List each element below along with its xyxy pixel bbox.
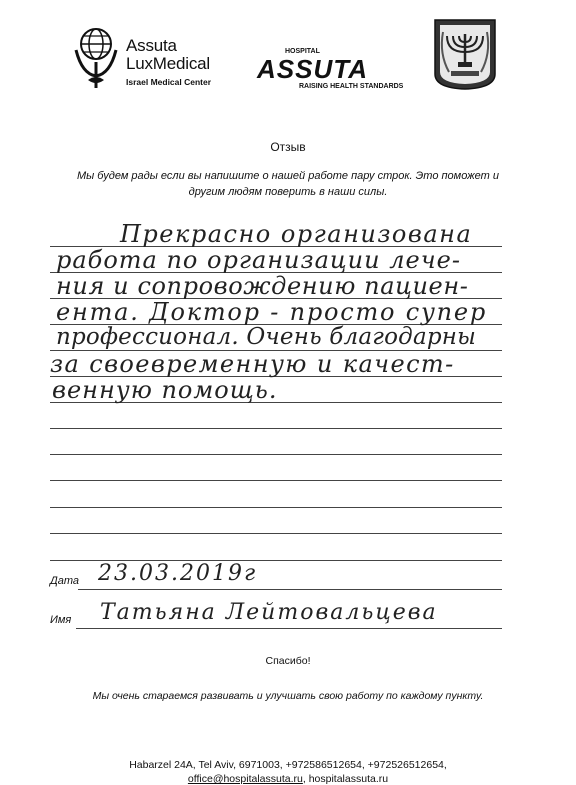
- page-title: Отзыв: [270, 140, 306, 154]
- handwritten-line: работа по организации лече-: [56, 246, 461, 274]
- logo-text-subtitle: Israel Medical Center: [126, 77, 212, 87]
- ruled-line: [50, 533, 502, 534]
- logo-brand-text: ASSUTA: [257, 54, 368, 84]
- date-label: Дата: [50, 575, 80, 587]
- address-text: Habarzel 24A, Tel Aviv, 6971003, +972586512654, +972526512654,: [129, 759, 447, 771]
- handwritten-line: венную помощь.: [52, 376, 278, 404]
- state-emblem: [433, 18, 497, 90]
- logo-text-luxmedical: LuxMedical: [126, 54, 210, 73]
- thanks-text: Спасибо!: [265, 655, 311, 667]
- intro-text: Мы будем рады если вы напишите о нашей работе пару строк. Это поможет и другим людям поверить в наши силы.: [76, 170, 499, 198]
- name-label: Имя: [50, 614, 72, 626]
- handwritten-line: ента. Доктор - просто супер: [56, 298, 488, 326]
- contacts-line: [0, 773, 576, 785]
- contacts-separator: ,: [302, 773, 309, 785]
- ruled-line: [50, 480, 502, 481]
- handwritten-line: Прекрасно организована: [120, 220, 473, 248]
- website-link[interactable]: hospitalassuta.ru: [308, 773, 389, 785]
- menorah-emblem-icon: [433, 18, 497, 90]
- globe-caduceus-icon: [68, 22, 124, 90]
- assuta-luxmedical-logo: [68, 22, 243, 92]
- logo-text-assuta: Assuta: [126, 36, 177, 55]
- ruled-line: [50, 507, 502, 508]
- name-field-line: [76, 628, 502, 629]
- logo-tagline-text: RAISING HEALTH STANDARDS: [299, 83, 404, 90]
- handwritten-line: за своевременную и качест-: [50, 350, 455, 378]
- date-handwritten-value: 23.03.2019г: [98, 561, 258, 586]
- closing-text: Мы очень стараемся развивать и улучшать свою работу по каждому пункту.: [92, 690, 484, 702]
- handwritten-line: ния и сопровождению пациен-: [56, 272, 469, 300]
- date-field-line: [78, 589, 502, 590]
- logo-hospital-text: HOSPITAL: [285, 48, 320, 55]
- email-link[interactable]: office@hospitalassuta.ru: [187, 773, 303, 785]
- ruled-line: [50, 454, 502, 455]
- handwritten-line: профессионал. Очень благодарны: [56, 324, 477, 350]
- name-handwritten-value: Татьяна Лейтовальцева: [100, 600, 438, 625]
- ruled-line: [50, 428, 502, 429]
- hospital-assuta-logo: [255, 48, 420, 98]
